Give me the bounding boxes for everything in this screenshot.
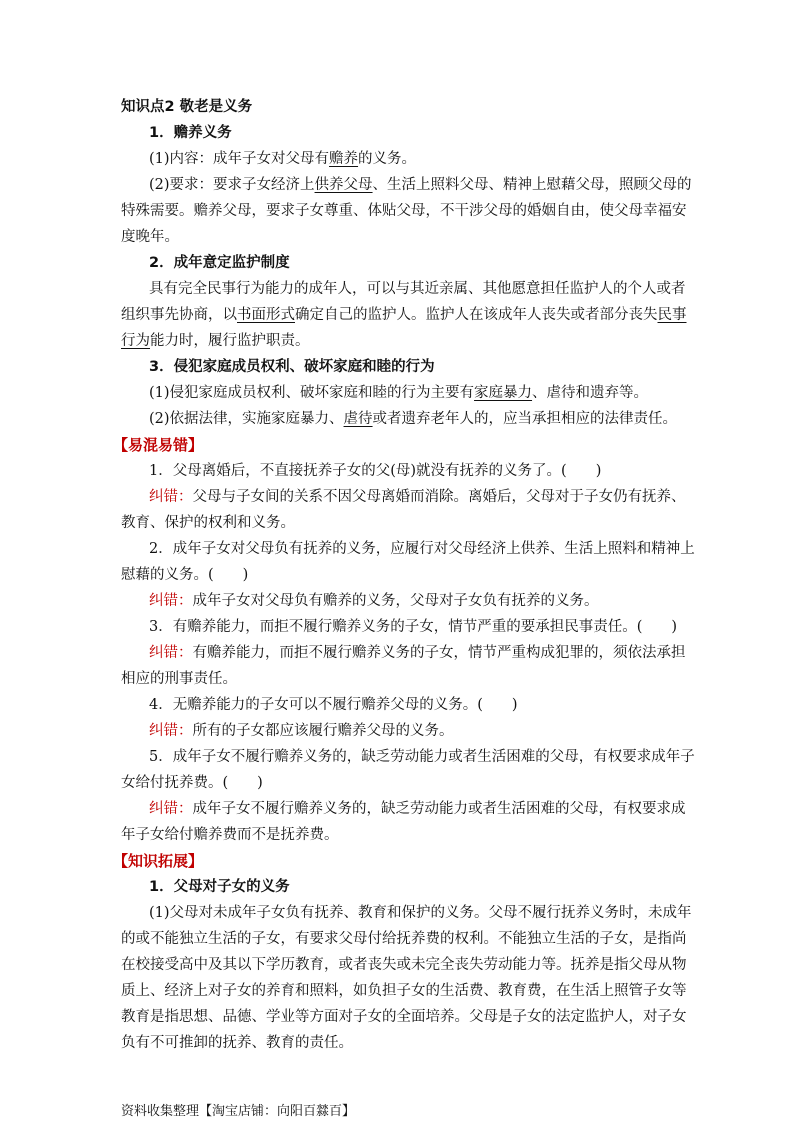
error-answer-4: 纠错：所有的子女都应该履行赡养父母的义务。 — [149, 723, 454, 739]
heading-infringement: 3．侵犯家庭成员权利、破坏家庭和睦的行为 — [149, 359, 435, 375]
extension-para-line-3: 在校接受高中及其以下学历教育，或者丧失或未完全丧失劳动能力等。抚养是指父母从物 — [121, 957, 687, 973]
heading-support-duty: 1．赡养义务 — [149, 125, 232, 141]
extension-para-line-4: 质上、经济上对子女的养育和照料，如负担子女的生活费、教育费，在生活上照管子女等 — [121, 983, 687, 999]
page-footer: 资料收集整理【淘宝店铺：向阳百㵘百】 — [121, 1104, 356, 1119]
error-question-1: 1．父母离婚后，不直接抚养子女的父(母)就没有抚养的义务了。( ) — [149, 463, 602, 479]
error-question-3: 3．有赡养能力，而拒不履行赡养义务的子女，情节严重的要承担民事责任。( ) — [149, 619, 678, 635]
error-question-2: 2．成年子女对父母负有抚养的义务，应履行对父母经济上供养、生活上照料和精神上 — [149, 541, 695, 557]
extension-para-line-2: 的或不能独立生活的子女，有要求父母付给抚养费的权利。不能独立生活的子女，是指尚 — [121, 931, 687, 947]
heading-guardianship: 2．成年意定监护制度 — [149, 255, 290, 271]
error-answer-3: 纠错：有赡养能力，而拒不履行赡养义务的子女，情节严重构成犯罪的，须依法承担 — [149, 645, 686, 661]
para-requirement-end: 度晚年。 — [121, 229, 179, 245]
para-legal-liability: (2)依据法律，实施家庭暴力、虐待或者遗弃老年人的，应当承担相应的法律责任。 — [149, 411, 678, 427]
para-requirement: (2)要求：要求子女经济上供养父母、生活上照料父母、精神上慰藉父母，照顾父母的 — [149, 177, 692, 193]
error-answer-1-cont: 教育、保护的权利和义务。 — [121, 515, 295, 531]
para-infringement: (1)侵犯家庭成员权利、破坏家庭和睦的行为主要有家庭暴力、虐待和遗弃等。 — [149, 385, 649, 401]
para-guardianship: 具有完全民事行为能力的成年人，可以与其近亲属、其他愿意担任监护人的个人或者 — [149, 281, 686, 297]
error-answer-5-cont: 年子女给付赡养费而不是抚养费。 — [121, 827, 339, 843]
error-question-5-cont: 女给付抚养费。( ) — [121, 775, 263, 791]
extension-para-line-1: (1)父母对未成年子女负有抚养、教育和保护的义务。父母不履行抚养义务时，未成年 — [149, 905, 692, 921]
extension-para-line-6: 负有不可推卸的抚养、教育的责任。 — [121, 1035, 353, 1051]
extension-heading: 【知识拓展】 — [113, 852, 204, 870]
kp2-title: 知识点2 敬老是义务 — [121, 99, 253, 115]
para-guardianship-cont: 组织事先协商，以书面形式确定自己的监护人。监护人在该成年人丧失或者部分丧失民事 — [121, 307, 687, 323]
error-answer-2: 纠错：成年子女对父母负有赡养的义务，父母对子女负有抚养的义务。 — [149, 593, 599, 609]
error-question-2-cont: 慰藉的义务。( ) — [121, 567, 249, 583]
para-content: (1)内容：成年子女对父母有赡养的义务。 — [149, 151, 417, 167]
document-page — [113, 94, 695, 1056]
error-answer-5: 纠错：成年子女不履行赡养义务的，缺乏劳动能力或者生活困难的父母，有权要求成 — [149, 801, 686, 817]
extension-subheading: 1．父母对子女的义务 — [149, 879, 290, 895]
error-answer-3-cont: 相应的刑事责任。 — [121, 671, 237, 687]
error-answer-1: 纠错：父母与子女间的关系不因父母离婚而消除。离婚后，父母对于子女仍有抚养、 — [149, 489, 686, 505]
errors-heading: 【易混易错】 — [113, 436, 204, 454]
para-guardianship-end: 行为能力时，履行监护职责。 — [121, 333, 310, 349]
error-question-4: 4．无赡养能力的子女可以不履行赡养父母的义务。( ) — [149, 697, 518, 713]
error-question-5: 5．成年子女不履行赡养义务的，缺乏劳动能力或者生活困难的父母，有权要求成年子 — [149, 749, 695, 765]
para-requirement-cont: 特殊需要。赡养父母，要求子女尊重、体贴父母，不干涉父母的婚姻自由，使父母幸福安 — [121, 203, 687, 219]
extension-para-line-5: 教育是指思想、品德、学业等方面对子女的全面培养。父母是子女的法定监护人，对子女 — [121, 1009, 687, 1025]
